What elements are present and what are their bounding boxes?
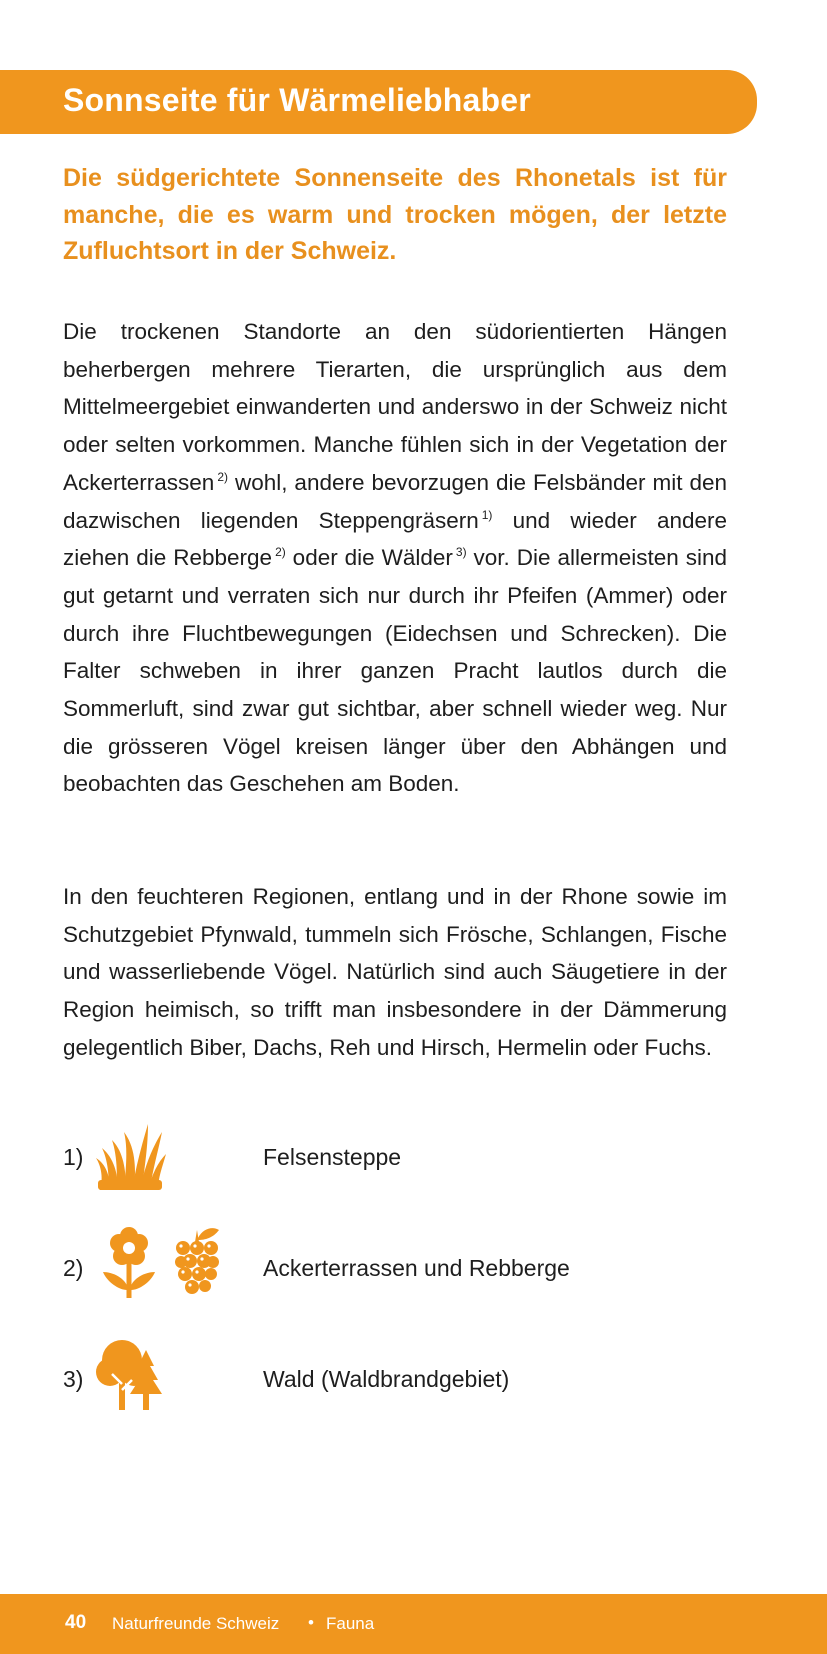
publication-name: Naturfreunde Schweiz [112,1614,280,1633]
legend-number: 1) [63,1144,84,1170]
body-text: und wieder andere ziehen die Rebberge [63,507,727,571]
legend-item-wald [0,1340,827,1420]
legend-number: 3) [63,1366,84,1392]
body-paragraph-1 [63,313,727,803]
tree-icon [96,1338,166,1410]
legend-number: 2) [63,1255,84,1281]
section-name: Fauna [326,1614,375,1633]
footer-separator: • [308,1613,314,1632]
body-text: oder die Wälder [285,545,453,571]
flower-icon [101,1226,157,1300]
grass-icon [96,1118,166,1190]
legend-label: Wald (Waldbrandgebiet) [263,1366,510,1392]
body-paragraph-2: In den feuchteren Regionen, entlang und in der Rhone sowie im Schutzgebiet Pfynwald, tummeln sich Frösche, Schlangen, Fische und wasserliebende Vögel. Natürlich sind auch Säugetiere in der Region heimisch, so trifft man insbesondere in der Dämmerung gelegentlich Biber, Dachs, Reh und Hirsch, Hermelin oder Fuchs. [63,884,727,1060]
footnote-ref: 2) [275,545,286,560]
footnote-ref: 2) [217,469,228,484]
footnote-ref: 3) [455,545,467,560]
body-text: Die trockenen Standorte an den südorientierten Hängen beherbergen mehrere Tierarten, die ursprünglich aus dem Mittelmeergebiet einwanderten und anderswo in der Schweiz nicht oder selten vorkommen. Manche fühlen sich in der Vegetation der Ackerterrassen [63,319,727,495]
body-text: wohl, andere bevorzugen die Felsbänder mit den dazwischen liegenden Steppengräsern [63,469,727,533]
body-text: vor. Die allermeisten sind gut getarnt und verraten sich nur durch ihr Pfeifen (Ammer) oder durch ihre Fluchtbewegungen (Eidechsen und Schrecken). Die Falter schweben in ihrer ganzen Pracht lautlos durch die Sommerluft, sind zwar gut sichtbar, aber schnell wieder weg. Nur die grösseren Vögel kreisen länger über den Abhängen und beobachten das Geschehen am Boden. [63,545,727,797]
grapes-icon [173,1226,221,1300]
footnote-ref: 1) [481,507,493,522]
page-title: Sonnseite für Wärmeliebhaber [63,82,531,118]
lead-paragraph: Die südgerichtete Sonnenseite des Rhonetals ist für manche, die es warm und trocken mögen, der letzte Zufluchtsort in der Schweiz. [63,164,727,265]
legend-item-ackerterrassen [0,1229,827,1309]
section-title-bar [0,70,757,134]
legend-label: Felsensteppe [263,1144,402,1170]
legend-label: Ackerterrassen und Rebberge [263,1255,570,1281]
page-number: 40 [65,1612,87,1633]
page-footer [0,1594,827,1654]
legend-item-felsensteppe [0,1118,827,1198]
